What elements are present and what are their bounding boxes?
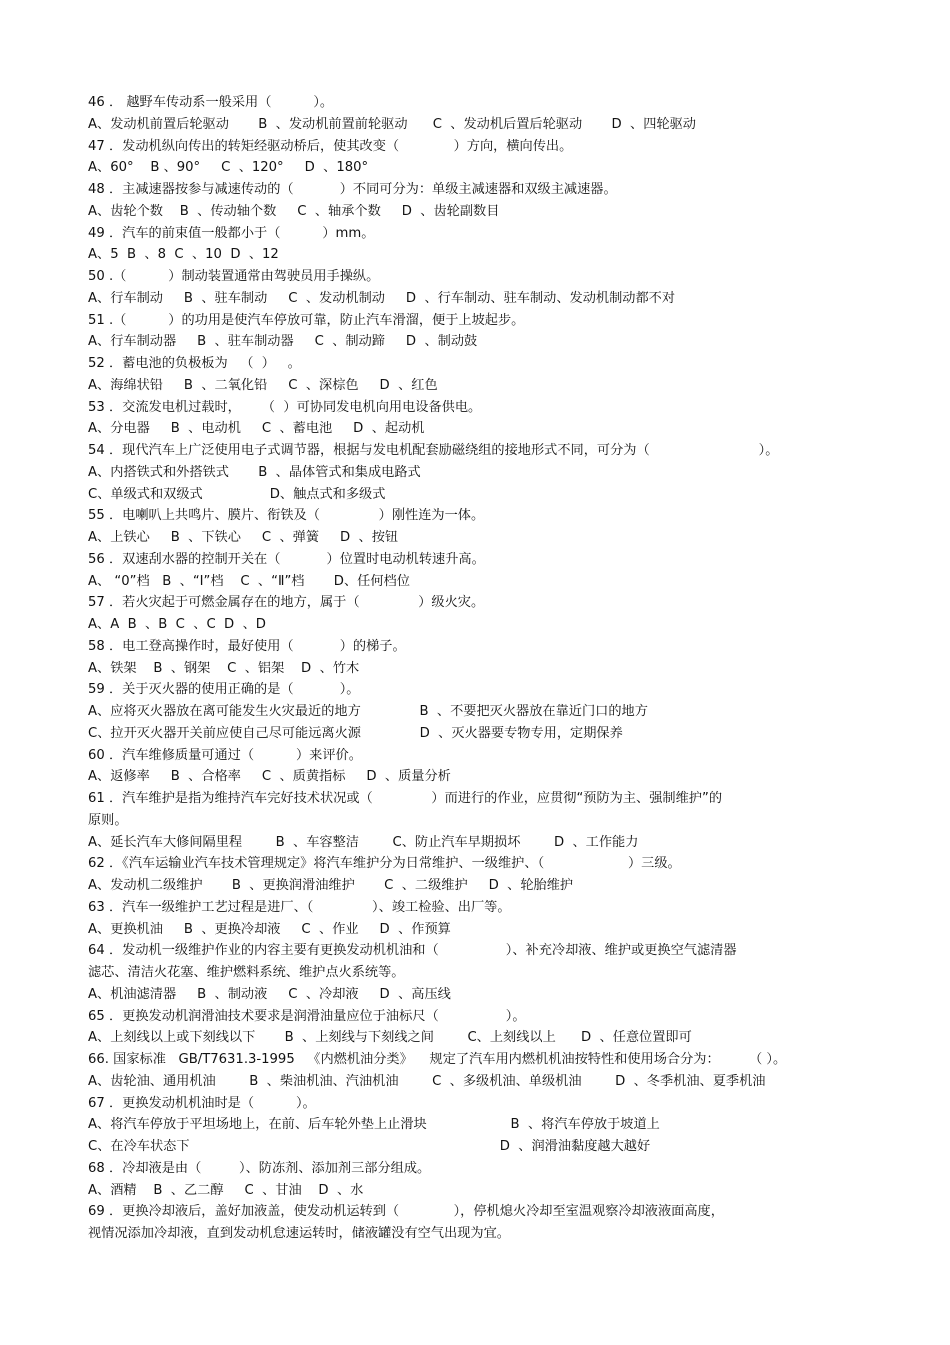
text-line: A、酒精 B 、乙二醇 C 、甘油 D 、水	[88, 1182, 364, 1198]
text-line: 62 ．《汽车运输业汽车技术管理规定》将汽车维护分为日常维护、一级维护、（ ）三级。	[88, 856, 681, 872]
text-line: 58 ．电工登高操作时，最好使用（ ）的梯子。	[88, 638, 406, 654]
text-line: A、返修率 B 、合格率 C 、质黄指标 D 、质量分析	[88, 769, 451, 785]
text-line: 55 ．电喇叭上共鸣片、膜片、衔铁及（ ）刚性连为一体。	[88, 508, 485, 524]
text-line: 64 ．发动机一级维护作业的内容主要有更换发动机机油和（ ）、补充冷却液、维护或更换空气滤清器	[88, 943, 737, 959]
text-line: 47 ．发动机纵向传出的转矩经驱动桥后，使其改变（ ）方向，横向传出。	[88, 138, 573, 154]
text-line: 48 ．主减速器按参与减速传动的（ ）不同可分为：单级主减速器和双级主减速器。	[88, 182, 617, 197]
text-line: 67 ．更换发动机机油时是（ ）。	[88, 1095, 316, 1111]
text-line: A、A B 、B C 、C D 、D	[88, 617, 266, 632]
text-line: A、 “0”档 B 、“Ⅰ”档 C 、“Ⅱ”档 D、任何档位	[88, 573, 410, 589]
text-line: 滤芯、清洁火花塞、维护燃料系统、维护点火系统等。	[88, 965, 405, 980]
text-line: 59 ．关于灭火器的使用正确的是（ ）。	[88, 682, 360, 698]
text-line: 65 ．更换发动机润滑油技术要求是润滑油量应位于油标尺（ ）。	[88, 1008, 526, 1024]
text-line: 49 ．汽车的前束值一般都小于（ ）mm。	[88, 225, 375, 241]
text-line: A、应将灭火器放在离可能发生火灾最近的地方 B 、不要把灭火器放在靠近门口的地方	[88, 704, 648, 719]
text-line: A、发动机二级维护 B 、更换润滑油维护 C 、二级维护 D 、轮胎维护	[88, 878, 574, 893]
text-line: 46 ． 越野车传动系一般采用（ ）。	[88, 95, 334, 110]
text-line: 68 ．冷却液是由（ ）、防冻剂、添加剂三部分组成。	[88, 1160, 431, 1176]
text-line: A、60° B 、90° C 、120° D 、180°	[88, 160, 369, 176]
text-line: 61 ．汽车维护是指为维持汽车完好技术状况或（ ）而进行的作业，应贯彻“预防为主、强制维护”的	[88, 791, 723, 806]
text-line: A、上刻线以上或下刻线以下 B 、上刻线与下刻线之间 C、上刻线以上 D 、任意位置即可	[88, 1030, 692, 1046]
text-line: A、上铁心 B 、下铁心 C 、弹簧 D 、按钮	[88, 530, 399, 545]
text-line: A、齿轮个数 B 、传动轴个数 C 、轴承个数 D 、齿轮副数目	[88, 203, 500, 219]
text-line: A、5 B 、8 C 、10 D 、12	[88, 247, 279, 263]
text-line: 66. 国家标准 GB/T7631.3-1995 《内燃机油分类》 规定了汽车用内燃机机油按特性和使用场合分为： （ ）。	[88, 1052, 787, 1067]
text-line: A、内搭铁式和外搭铁式 B 、晶体管式和集成电路式	[88, 464, 421, 480]
text-line: C、单级式和双级式 D、触点式和多级式	[88, 486, 386, 502]
text-line: A、延长汽车大修间隔里程 B 、车容整洁 C、防止汽车早期损坏 D 、工作能力	[88, 834, 639, 850]
question-list	[88, 92, 908, 1245]
text-line: A、行车制动器 B 、驻车制动器 C 、制动蹄 D 、制动鼓	[88, 334, 478, 350]
text-line: A、更换机油 B 、更换冷却液 C 、作业 D 、作预算	[88, 921, 451, 937]
text-line: 原则。	[88, 812, 128, 828]
text-line: A、齿轮油、通用机油 B 、柴油机油、汽油机油 C 、多级机油、单级机油 D 、冬季机油、夏季机油	[88, 1073, 766, 1089]
text-line: 69 ．更换冷却液后，盖好加液盖，使发动机运转到（ ），停机熄火冷却至室温观察冷却液液面高度，	[88, 1204, 724, 1220]
text-line: 视情况添加冷却液，直到发动机怠速运转时，储液罐没有空气出现为宜。	[88, 1226, 510, 1241]
text-line: C、在冷车状态下 D 、润滑油黏度越大越好	[88, 1139, 651, 1154]
text-line: 60 ．汽车维修质量可通过（ ）来评价。	[88, 747, 362, 763]
text-line: 54 ．现代汽车上广泛使用电子式调节器，根据与发电机配套励磁绕组的接地形式不同，可分为（ ）。	[88, 443, 779, 458]
text-line: 50 .（ ）制动装置通常由驾驶员用手操纵。	[88, 269, 380, 284]
text-line: 63 ．汽车一级维护工艺过程是进厂、（ ）、竣工检验、出厂等。	[88, 899, 511, 915]
text-line: A、海绵状铅 B 、二氧化铅 C 、深棕色 D 、红色	[88, 377, 438, 393]
text-line: 56 ．双速刮水器的控制开关在（ ）位置时电动机转速升高。	[88, 551, 485, 567]
text-line: 52 ．蓄电池的负极板为 （ ） 。	[88, 356, 301, 371]
text-line: A、发动机前置后轮驱动 B 、发动机前置前轮驱动 C 、发动机后置后轮驱动 D 、四轮驱动	[88, 116, 696, 132]
text-line: A、将汽车停放于平坦场地上，在前、后车轮外垫上止滑块 B 、将汽车停放于坡道上	[88, 1117, 660, 1133]
text-line: 57 ．若火灾起于可燃金属存在的地方，属于（ ）级火灾。	[88, 595, 485, 611]
text-line: A、分电器 B 、电动机 C 、蓄电池 D 、起动机	[88, 421, 425, 437]
text-line: A、铁架 B 、钢架 C 、铝架 D 、竹木	[88, 660, 360, 676]
text-line: 51 .（ ）的功用是使汽车停放可靠，防止汽车滑溜，便于上坡起步。	[88, 312, 525, 328]
text-line: A、行车制动 B 、驻车制动 C 、发动机制动 D 、行车制动、驻车制动、发动机制动都不对	[88, 290, 676, 306]
text-line: 53 ．交流发电机过载时， （ ）可协同发电机向用电设备供电。	[88, 399, 482, 415]
text-line: C、拉开灭火器开关前应使自己尽可能远离火源 D 、灭火器要专物专用，定期保养	[88, 725, 623, 741]
text-line: A、机油滤清器 B 、制动液 C 、冷却液 D 、高压线	[88, 986, 451, 1002]
